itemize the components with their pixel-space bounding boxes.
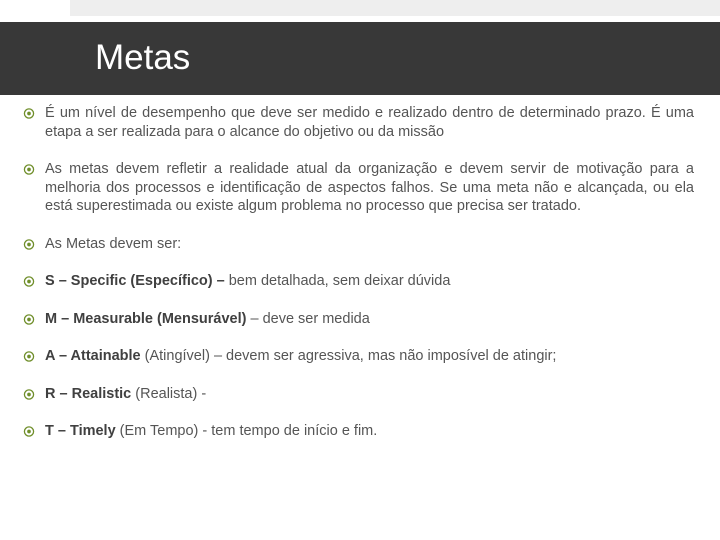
bullet-description: (Em Tempo) - tem tempo de início e fim.: [115, 423, 378, 439]
target-bullet-icon: [22, 426, 36, 437]
bullet-description: (Atingível) – devem ser agressiva, mas não imposível de atingir;: [140, 348, 557, 364]
bullet-text: [45, 272, 694, 291]
bullet-item: [22, 235, 694, 254]
target-bullet-icon: [22, 108, 36, 119]
bullet-description: (Realista) -: [131, 385, 207, 402]
top-accent-bar: [70, 0, 720, 16]
bullet-text: [45, 310, 694, 329]
bullet-text: É um nível de desempenho que deve ser medido e realizado dentro de determinado prazo. É uma etapa a ser realizada para o alcance do objetivo ou da missão: [45, 105, 694, 140]
bullet-list: [22, 104, 694, 460]
bullet-item-realistic: [22, 385, 694, 404]
title-bar: [0, 22, 720, 95]
bullet-description: bem detalhada, sem deixar dúvida: [224, 273, 451, 289]
bullet-term: T – Timely: [45, 423, 116, 439]
bullet-item-measurable: [22, 310, 694, 329]
bullet-item: [22, 160, 694, 216]
slide-title: Metas: [95, 38, 191, 77]
bullet-item-timely: [22, 422, 694, 441]
target-bullet-icon: [22, 239, 36, 250]
bullet-term: A – Attainable: [45, 348, 141, 364]
bullet-text: [45, 385, 694, 404]
bullet-text: [45, 347, 694, 366]
bullet-item: [22, 104, 694, 141]
target-bullet-icon: [22, 164, 36, 175]
target-bullet-icon: [22, 276, 36, 287]
bullet-term: R – Realistic: [45, 385, 132, 402]
target-bullet-icon: [22, 314, 36, 325]
bullet-text: As Metas devem ser:: [45, 235, 182, 252]
bullet-text: As metas devem refletir a realidade atual da organização e devem servir de motivação para a melhoria dos processos e identificação de aspectos falhos. Se uma meta não e alcançada, ou ela está superestimada ou existe algum problema no processo que precisa ser tratado.: [45, 161, 694, 214]
bullet-item-attainable: [22, 347, 694, 366]
target-bullet-icon: [22, 351, 36, 362]
bullet-text: [45, 422, 694, 441]
bullet-term: S – Specific (Específico) –: [45, 273, 225, 289]
bullet-term: M – Measurable (Mensurável): [45, 310, 247, 327]
target-bullet-icon: [22, 389, 36, 400]
bullet-item-specific: [22, 272, 694, 291]
bullet-description: – deve ser medida: [246, 310, 370, 327]
